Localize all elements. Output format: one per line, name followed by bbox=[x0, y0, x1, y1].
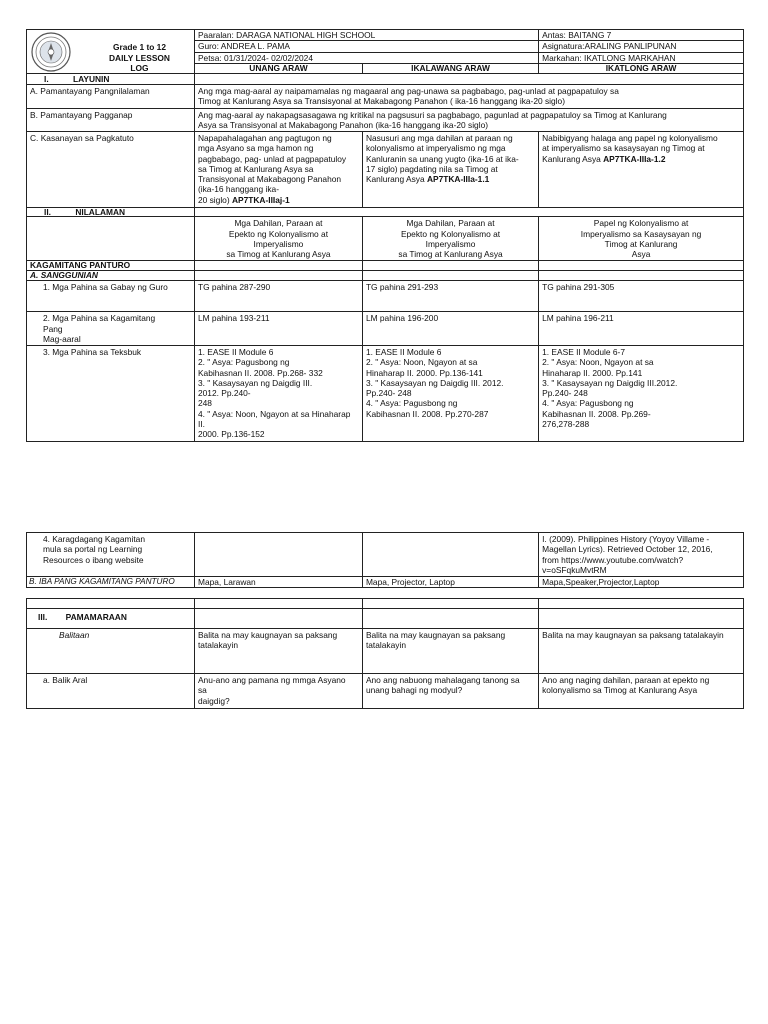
grade-cell: Antas: BAITANG 7 bbox=[539, 30, 744, 41]
teksbuk-day3: 1. EASE II Module 6-7 2. " Asya: Noon, Ngayon at sa Hinaharap II. 2000. Pp.141 3. " Kasaysayan ng Daigdig III.2012. Pp.240- 248 4. " Asya: Pagusbong ng Kabihasnan II. 2008. Pp.269- 276,278-288 bbox=[539, 346, 744, 442]
balitaan-day2: Balita na may kaugnayan sa paksang tatalakayin bbox=[362, 629, 538, 674]
date-cell: Petsa: 01/31/2024- 02/02/2024 bbox=[194, 52, 538, 63]
title-line-1: Grade 1 to 12 bbox=[112, 42, 167, 52]
iba-pang-day1: Mapa, Larawan bbox=[194, 577, 362, 588]
empty-cell bbox=[362, 533, 538, 577]
kasanayan-label: C. Kasanayan sa Pagkatuto bbox=[27, 132, 195, 208]
pamamaraan-heading bbox=[27, 609, 195, 629]
layunin-num: I. bbox=[44, 73, 49, 84]
balik-aral-day1: Anu-ano ang pamana ng mmga Asyano sa daigdig? bbox=[194, 674, 362, 709]
kasanayan-day1-code: AP7TKA-IIIaj-1 bbox=[231, 194, 290, 205]
gabay-guro-day3: TG pahina 291-305 bbox=[539, 281, 744, 312]
empty-cell bbox=[539, 271, 744, 281]
nilalaman-day1: Mga Dahilan, Paraan at Epekto ng Kolonyalismo at Imperyalismo sa Timog at Kanlurang Asya bbox=[194, 217, 362, 261]
balitaan-day1: Balita na may kaugnayan sa paksang tatalakayin bbox=[194, 629, 362, 674]
layunin-label: LAYUNIN bbox=[72, 73, 110, 84]
lesson-log-table-2 bbox=[26, 532, 744, 588]
kasanayan-day2-code: AP7TKA-IIIa-1.1 bbox=[426, 174, 490, 184]
empty-cell bbox=[194, 271, 362, 281]
layunin-blank bbox=[194, 73, 743, 84]
log-title bbox=[109, 42, 170, 73]
iba-pang-day3: Mapa,Speaker,Projector,Laptop bbox=[539, 577, 744, 588]
subject-cell: Asignatura:ARALING PANLIPUNAN bbox=[539, 41, 744, 52]
nilalaman-day3: Papel ng Kolonyalismo at Imperyalismo sa Kasaysayan ng Timog at Kanlurang Asya bbox=[539, 217, 744, 261]
kasanayan-day3-text: Nabibigyang halaga ang papel ng kolonyalismo at imperyalismo sa kasaysayan ng Timog at Kanlurang Asya bbox=[542, 133, 718, 164]
kasanayan-day1-text: Napapahalagahan ang pagtugon ng mga Asyano sa mga hamon ng pagbabago, pag- unlad at pagpapatuloy sa Timog at Kanlurang Asya sa Transisyonal at Makabagong Panahon (ika-16 hanggang ika- 20 siglo) bbox=[197, 133, 347, 205]
mag-aaral-day2: LM pahina 196-200 bbox=[362, 312, 538, 346]
empty-cell bbox=[539, 261, 744, 271]
layunin-heading bbox=[27, 73, 195, 84]
header-logo-cell bbox=[27, 30, 195, 74]
balitaan-day3: Balita na may kaugnayan sa paksang tatalakayin bbox=[539, 629, 744, 674]
empty-cell bbox=[362, 261, 538, 271]
kasanayan-day2-text: Nasusuri ang mga dahilan at paraan ng kolonyalismo at imperyalismo ng mga Kanluranin sa unang yugto (ika-16 at ika- 17 siglo) pagdating nila sa Timog at Kanlurang Asya bbox=[365, 133, 519, 184]
nilalaman-blank bbox=[194, 208, 743, 217]
pamamaraan-num: III. bbox=[38, 612, 48, 622]
day1-header: UNANG ARAW bbox=[194, 63, 362, 73]
empty-cell bbox=[27, 599, 195, 609]
empty-cell bbox=[362, 609, 538, 629]
mag-aaral-day1: LM pahina 193-211 bbox=[194, 312, 362, 346]
gabay-guro-day1: TG pahina 287-290 bbox=[194, 281, 362, 312]
mag-aaral-day3: LM pahina 196-211 bbox=[539, 312, 744, 346]
kagamitan-heading: KAGAMITANG PANTURO bbox=[27, 261, 195, 271]
nilalaman-label: NILALAMAN bbox=[75, 207, 126, 217]
title-line-2: DAILY LESSON bbox=[109, 52, 170, 63]
gabay-guro-label: 1. Mga Pahina sa Gabay ng Guro bbox=[27, 281, 195, 312]
iba-pang-day2: Mapa, Projector, Laptop bbox=[362, 577, 538, 588]
nilalaman-num: II. bbox=[44, 207, 51, 217]
day2-header: IKALAWANG ARAW bbox=[362, 63, 538, 73]
kasanayan-day3-code: AP7TKA-IIIa-1.2 bbox=[603, 153, 666, 164]
iba-pang-kagamitan-label: B. IBA PANG KAGAMITANG PANTURO bbox=[27, 577, 195, 588]
pamantayang-pangnilalaman-label: A. Pamantayang Pangnilalaman bbox=[27, 85, 195, 109]
sanggunian-heading: A. SANGGUNIAN bbox=[27, 271, 195, 281]
teksbuk-day2: 1. EASE II Module 6 2. " Asya: Noon, Ngayon at sa Hinaharap II. 2000. Pp.136-141 3. " Kasaysayan ng Daigdig III. 2012. Pp.240- 248 4. " Asya: Pagusbong ng Kabihasnan II. 2008. Pp.270-287 bbox=[362, 346, 538, 442]
lesson-log-table-1 bbox=[26, 29, 744, 442]
title-line-3: LOG bbox=[130, 63, 149, 73]
kagamitang-mag-aaral-label: 2. Mga Pahina sa Kagamitang Pang Mag-aaral bbox=[27, 312, 195, 346]
nilalaman-heading bbox=[27, 208, 195, 217]
kasanayan-day3 bbox=[539, 132, 744, 208]
balik-aral-day3: Ano ang naging dahilan, paraan at epekto ng kolonyalismo sa Timog at Kanlurang Asya bbox=[539, 674, 744, 709]
teacher-cell: Guro: ANDREA L. PAMA bbox=[194, 41, 538, 52]
balitaan-label: Balitaan bbox=[27, 629, 195, 674]
pamantayang-pagganap-text: Ang mag-aaral ay nakapagsasagawa ng kritikal na pagsusuri sa pagbabago, pagunlad at pagpapatuloy sa Timog at Kanlurang Asya sa Transisyonal at Makabagong Panahon (ika-16 hanggang ika-20 siglo) bbox=[194, 108, 743, 132]
empty-cell bbox=[194, 533, 362, 577]
teksbuk-day1: 1. EASE II Module 6 2. " Asya: Pagusbong ng Kabihasnan II. 2008. Pp.268- 332 3. " Kasaysayan ng Daigdig III. 2012. Pp.240- 248 4. " Asya: Noon, Ngayon at sa Hinaharap II. 2000. Pp.136-152 bbox=[194, 346, 362, 442]
kasanayan-day2 bbox=[362, 132, 538, 208]
empty-cell bbox=[362, 271, 538, 281]
nilalaman-day2: Mga Dahilan, Paraan at Epekto ng Kolonyalismo at Imperyalismo sa Timog at Kanlurang Asya bbox=[362, 217, 538, 261]
deped-seal-icon bbox=[31, 32, 71, 72]
empty-cell bbox=[194, 609, 362, 629]
empty-cell bbox=[194, 599, 362, 609]
nilalaman-empty bbox=[27, 217, 195, 261]
empty-cell bbox=[539, 599, 744, 609]
empty-cell bbox=[539, 609, 744, 629]
pamantayang-pagganap-label: B. Pamantayang Pagganap bbox=[27, 108, 195, 132]
karagdagang-kagamitan-label: 4. Karagdagang Kagamitan mula sa portal ng Learning Resources o ibang website bbox=[27, 533, 195, 577]
empty-cell bbox=[194, 261, 362, 271]
day3-header: IKATLONG ARAW bbox=[539, 63, 744, 73]
pamamaraan-label: PAMAMARAAN bbox=[65, 612, 127, 622]
school-cell: Paaralan: DARAGA NATIONAL HIGH SCHOOL bbox=[194, 30, 538, 41]
kasanayan-day1 bbox=[194, 132, 362, 208]
karagdagang-kagamitan-day3: I. (2009). Philippines History (Yoyoy Villame - Magellan Lyrics). Retrieved October 12, 2016, from https://www.youtube.com/watch? v=oSFqkuMvtRM bbox=[539, 533, 744, 577]
balik-aral-day2: Ano ang nabuong mahalagang tanong sa unang bahagi ng modyul? bbox=[362, 674, 538, 709]
pamantayang-pangnilalaman-text: Ang mga mag-aaral ay naipamamalas ng magaaral ang pag-unawa sa pagbabago, pag-unlad at pagpapatuloy sa Timog at Kanlurang Asya sa Transisyonal at Makabagong Panahon ( ika-16 hanggang ika-20 siglo) bbox=[194, 85, 743, 109]
empty-cell bbox=[362, 599, 538, 609]
teksbuk-label: 3. Mga Pahina sa Teksbuk bbox=[27, 346, 195, 442]
lesson-log-table-3 bbox=[26, 598, 744, 709]
gabay-guro-day2: TG pahina 291-293 bbox=[362, 281, 538, 312]
balik-aral-label: a. Balik Aral bbox=[27, 674, 195, 709]
quarter-cell: Markahan: IKATLONG MARKAHAN bbox=[539, 52, 744, 63]
